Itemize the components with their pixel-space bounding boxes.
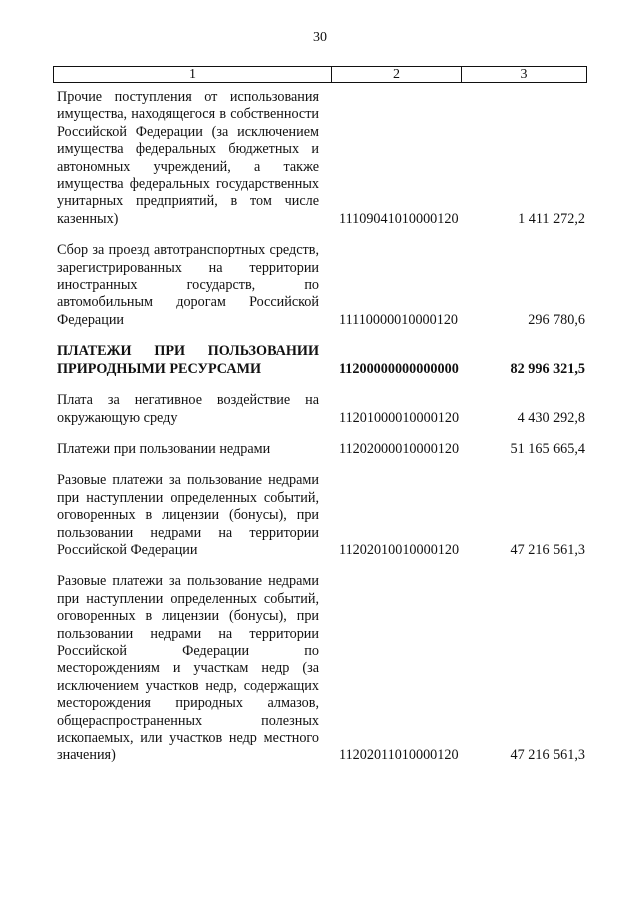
row-amount: 47 216 561,3 <box>510 541 585 558</box>
row-amount: 51 165 665,4 <box>510 440 585 457</box>
row-amount: 82 996 321,5 <box>510 360 585 377</box>
row-name: Разовые платежи за пользование недрами при наступлении определенных событий, оговоренных в лицензии (бонусы), при пользовании недрами на территории Российской Федерации по месторождениям и участкам недр (за исключением участков недр, содержащих месторождения природных алмазов, общераспространенных полезных ископаемых, или участков недр местного значения) <box>57 573 319 764</box>
row-code: 11109041010000120 <box>339 210 459 227</box>
row-code: 11110000010000120 <box>339 311 459 328</box>
table-body <box>57 89 585 779</box>
row-code: 11202010010000120 <box>339 541 460 558</box>
table-row <box>57 89 585 228</box>
row-name: Сбор за проезд автотранспортных средств, зарегистрированных на территории иностранных государств, по автомобильным дорогам Российской Федерации <box>57 242 319 328</box>
row-name: Прочие поступления от использования имущества, находящегося в собственности Российской Федерации (за исключением имущества федеральных бюджетных и автономных учреждений, а также имущества федеральных государственных унитарных предприятий, в том числе казенных) <box>57 89 319 227</box>
row-name: Плата за негативное воздействие на окружающую среду <box>57 392 319 426</box>
table-row <box>57 472 585 559</box>
row-amount: 296 780,6 <box>528 311 585 328</box>
table-row <box>57 441 585 458</box>
row-name: Разовые платежи за пользование недрами при наступлении определенных событий, оговоренных в лицензии (бонусы), при пользовании недрами на территории Российской Федерации <box>57 472 319 558</box>
table-row <box>57 392 585 427</box>
column-header-2: 2 <box>332 67 462 82</box>
page-number: 30 <box>313 30 327 45</box>
row-code: 11202011010000120 <box>339 747 459 764</box>
row-code: 11200000000000000 <box>339 360 459 377</box>
column-header-3: 3 <box>520 67 528 82</box>
row-amount: 4 430 292,8 <box>517 409 585 426</box>
table-row <box>57 573 585 764</box>
table-header-row <box>53 66 587 83</box>
row-name: Платежи при пользовании недрами <box>57 440 271 457</box>
column-header-1: 1 <box>54 67 332 82</box>
row-amount: 1 411 272,2 <box>518 210 585 227</box>
row-code: 11201000010000120 <box>339 409 460 426</box>
row-code: 11202000010000120 <box>339 440 460 457</box>
row-amount: 47 216 561,3 <box>510 747 585 764</box>
table-row-section-total <box>57 343 585 378</box>
table-row <box>57 242 585 329</box>
row-name: ПЛАТЕЖИ ПРИ ПОЛЬЗОВАНИИ ПРИРОДНЫМИ РЕСУРСАМИ <box>57 343 319 377</box>
